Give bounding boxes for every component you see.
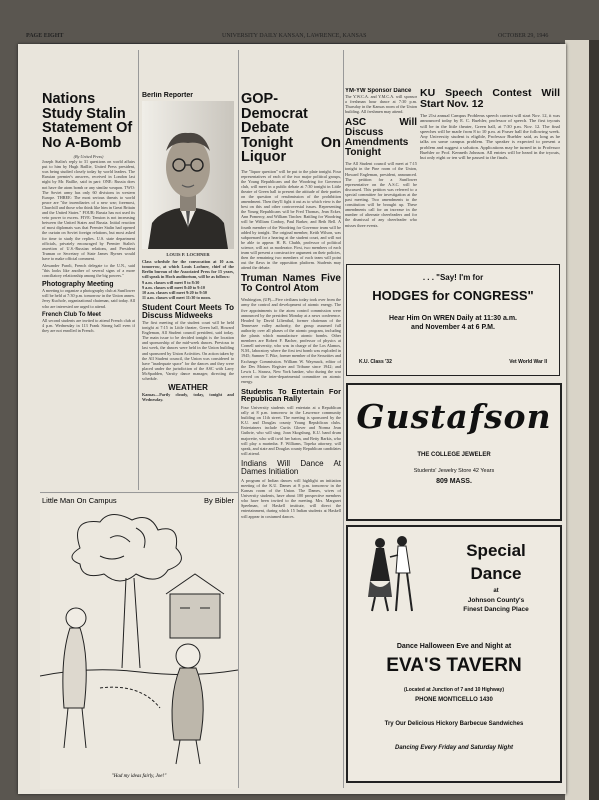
truman-headline: Truman Names Five To Control Atom (241, 273, 341, 295)
court-heading: Student Court Meets To Discuss Midweeks (142, 302, 234, 320)
dance-phone: PHONE MONTICELLO 1430 (415, 697, 493, 703)
hodges-right-note: Vet World War II (509, 359, 547, 365)
truman-body: Washington, (UP)—Five civilians today took over from the army the control and development of atomic energy. The five appointments to the atom control commission were announced by the president Monday at a news conference. Headed by David Lilienthal, former chairman of the Tennessee valley authority, the group assumed full authority over all phases of the atomic program, including the plants which manufacture atomic bombs. Other members are Robert F. Bacher, professor of physics at Cornell university, who was in charge of the Los Alamos, N.M., laboratory where the first test bomb was exploded in 1945; Sumner T. Pike, former member of the Securities and Exchange Commission. William W. Waymack, editor of the Des Moines Register and Tribune since 1942; and Lewis L. Strauss, New York banker, who during the war served on the inter-departmental committee on atomic energy. (241, 297, 341, 384)
header-rule (40, 43, 560, 44)
gustafson-tagline: THE COLLEGE JEWELER (417, 452, 491, 458)
paper-name: UNIVERSITY DAILY KANSAN, LAWRENCE, KANSAS (222, 33, 367, 39)
column-rule (238, 50, 239, 788)
gustafson-address: 809 MASS. (436, 478, 472, 485)
rally-body: Four University students will entertain at a Republican rally at 8 p.m. tomorrow in the Lawrence community building on 11th street. The meeting is sponsored by the K.U. and Douglas county Young Republican clubs. Entertainers include Curtis Glover and Norma Jean Guthrie, who will sing; Joan Skogsburg, K.U. band drum majorette, who will twirl her baton, and Betty Barkis, who will play a marimba. F. Williams, Topeka attorney, will speak, and state and Douglas county Republican candidates will attend. (241, 404, 341, 456)
schedule-item: 10 a.m. classes will meet 9:20 to 9:50 (142, 289, 208, 295)
rally-headline: Students To Entertain For Republican Rally (241, 386, 341, 404)
indians-headline: Indians Will Dance At Dames Initiation (241, 458, 341, 476)
ywca-body: The Y.W.C.A. and Y.M.C.A. will sponsor a freshman hour dance at 7:30 p.m. Thursday in the Kansas room of the Union building. All freshmen may attend. (345, 94, 417, 115)
hodges-line2: Hear Him On WREN Daily at 11:30 a.m. (389, 315, 517, 322)
hodges-line1: . . . "Say! I'm for (422, 273, 484, 282)
news-column-4 (345, 88, 417, 263)
hodges-ad (346, 264, 560, 376)
reporter-column (142, 92, 234, 494)
french-club-heading: French Club To Meet (42, 311, 101, 318)
dance-bbq: Try Our Delicious Hickory Barbecue Sandwiches (384, 721, 524, 727)
asc-body: The All Student council will meet at 7:15 tonight in the Pine room of the Union, Howard Engleman, president, announced. The petition for a Sunflower representative on the A.S.C. will be discussed. This petition was referred to a special committee for investigation at the past meeting. Two amendments to the constitution will be brought up. These amendments call for an increase in the number of alternate cheerleaders and for the dismissal of any cheerleader who misses three events. (345, 161, 417, 228)
stalin-subhead: Alexander Paroli, French delegate to the U.N., said "this looks like another of several signs of a more conciliatory relationship among the big powers." (42, 262, 135, 279)
stalin-column (42, 92, 135, 494)
cartoon-drawing (40, 508, 238, 770)
dance-schedule: Dancing Every Friday and Saturday Night (394, 745, 514, 751)
dance-place1: Johnson County's (467, 597, 525, 604)
dance-event: Dance Halloween Eve and Night at (396, 643, 512, 650)
cartoon-title: Little Man On Campus (42, 496, 117, 505)
schedule-item: 11 a.m. classes will meet 11:30 to noon. (142, 294, 211, 300)
cartoon-panel (40, 494, 238, 789)
reporter-heading: Berlin Reporter (142, 92, 193, 99)
ywca-heading: YM-YW Sponsor Dance (345, 88, 412, 94)
cartoon-author: By Bibler (203, 496, 234, 505)
hodges-left-note: K.U. Class '32 (359, 359, 392, 365)
french-club-body: All second students are invited to attend French club at 4 p.m. Wednesday in 113 Frank Strong hall even if they are not enrolled in French. (42, 317, 135, 333)
weather-heading: WEATHER (168, 383, 208, 393)
news-column-5 (420, 88, 560, 263)
stalin-headline: Nations Study Stalin Statement Of No A-Bomb (42, 92, 133, 151)
news-column-3 (241, 92, 341, 789)
dance-tavern: EVA'S TAVERN (386, 655, 522, 676)
photo-meeting-body: A meeting to organize a photography club at Sunflower will be held at 7:30 p.m. tomorrow in the Union annex. Jerry Kuchole, organizational chairman, said today. All who are interested are urged to attend. (42, 288, 135, 309)
stalin-byline: (By United Press) (73, 154, 104, 159)
dance-location: (Located at Junction of 7 and 10 Highway) (403, 687, 504, 693)
gustafson-ad (346, 383, 562, 521)
weather-body: Kansas—Partly cloudy, today, tonight and Wednesday. (142, 392, 234, 403)
dancers-illustration (356, 533, 426, 615)
cartoon-caption: "Had my ideas fairly, Joe!" (111, 774, 167, 779)
gustafson-name: Gustafson (356, 397, 552, 436)
page-number: PAGE EIGHT (26, 33, 64, 39)
gop-headline: GOP-Democrat Debate Tonight On Liquor (241, 92, 341, 165)
dance-title2: Dance (470, 564, 522, 583)
gop-body: The "liquor question" will be put to the plate tonight. Four representatives of each of the two major political groups, the Young Republicans and the Woodring for Governor club, will meet in a public debate at 7:30 tonight in Little theatre of Green hall to present the attitude of their parties on the question of resubmission of the prohibition amendment. Then they'll fight it out as to which view is the best on this and other controversial issues. Representing the Young Republicans will be Fred Thomas, Jean Ecker, Ann Pomeroy, and William Tincher. Battling for Woodring will be William Conboy, Paul Barker, and Beth Bell. A fourth member of the Woodring for Governor team will be added by tonight. The original member, Keith Wilson, was subpoenaed for a hearing at the student court, and will not be able to appear. H. B. Chubb, professor of political science, will act as moderator. First, two members of each team will present a constructive argument on their policies, then the remaining two members of each team will point out the flaws in the opposition platform. Students may attend the debate. (241, 168, 341, 271)
speech-body: The 21st annual Campus Problems speech contest will start Nov. 12, it was announced today by E. C. Buehler, professor of speech. The first tryouts will be in the little theater, Green hall, at 7:30 p.m. Nov. 12. The final speeches will be made from 8 to 10 p.m. at Fraser hall the following week. Any University student is eligible, Professor Buehler said, as long as he talks on some campus problem. The speaker is expected to present a problem and suggest a solution. Applications may be turned in to Professor Buehler or Prof. Kenneth Johnson. All entries will be heard in the tryouts, but only eight or ten will be passed to the finals. (420, 113, 560, 161)
indians-body: A program of Indian dances will highlight an initiation meeting of the K.U. Dames at 8 p.m. tomorrow in the Kansas room of the Union. The Dames, wives of University students, have about 100 prospective members who have been invited to the meeting. Mrs. Margaret Speelman, of Haskell institute, will direct the entertainment, during which 15 Indian students at Haskell will appear in costumed dances. (241, 477, 341, 519)
column-rule (138, 50, 139, 490)
schedule-item: 9 a.m. classes will meet 8:40 to 9:10 (142, 284, 205, 290)
section-rule (40, 492, 238, 493)
court-body: The first meeting of the student court will be held tonight at 7:15 in Little theater, Green hall, Howard Engleman, All Student council president, said today. The main issue to be decided tonight is the location and sponsorship of the mid-week dances. Previous to last week, the dances were held in the Union building and sponsored by Union Activities. On action taken by the All Student council, the Union was considered to have "inadequate space" for the dances and they were placed under the jurisdiction of the ASC with Larry McSpadden, Varsity dance manager, directing the schedule. (142, 319, 234, 381)
gustafson-line: Students' Jewelry Store 42 Years (413, 468, 495, 474)
dance-at: at (493, 588, 499, 594)
dance-place2: Finest Dancing Place (463, 606, 529, 613)
photo-meeting-heading: Photography Meeting (42, 281, 114, 289)
page-header (22, 33, 562, 43)
schedule-item: 9 a.m. classes will meet 8 to 8:30 (142, 279, 200, 285)
dance-title1: Special (466, 541, 526, 560)
dance-ad (346, 525, 562, 783)
speech-headline: KU Speech Contest Will Start Nov. 12 (420, 88, 560, 110)
reporter-photo (142, 101, 234, 249)
reporter-body: Class schedule for the convocation at 10 a.m. tomorrow, at which Louis Lochner, chief of the Berlin bureau of the Associated Press for 15 years, will speak in Hoch auditorium, will be as follows: (142, 259, 234, 280)
stalin-body: Joseph Stalin's reply to 31 questions on world affairs put to him by Hugh Baillie, United Press president, was being studied closely today by world leaders. The Russian premier's answers, received in London last night by Mr. Baillie, said in part: ONE: Russia does not have the atom bomb or any similar weapon. TWO: The Soviet army has only 60 divisions in western Europe. THREE: The most serious threats to world peace are "the incendiaries of a new war; foremost, Churchill and those who think like him in Great Britain and the United States." FOUR: Russia has not used its veto power to excess. FIVE: Tension is not increasing between the United States and Russia. Initial reaction of most diplomats was that Premier Stalin had opened the curtain on Soviet foreign relations, but most asked for time to study the replies. U.S. state department officials, privately encouraged by Premier Stalin's assertion of U.S.-Russian relations, and President Truman or Secretary of State James Byrnes would have to make official comment. (42, 159, 135, 261)
issue-date: OCTOBER 29, 1946 (498, 33, 549, 39)
hodges-line3: and November 4 at 6 P.M. (411, 324, 495, 331)
hodges-name: HODGES for CONGRESS" (372, 288, 534, 303)
column-rule (343, 50, 344, 788)
reporter-caption: LOUIS P. LOCHNER (166, 252, 210, 258)
asc-headline: ASC Will Discuss Amendments Tonight (345, 117, 417, 159)
